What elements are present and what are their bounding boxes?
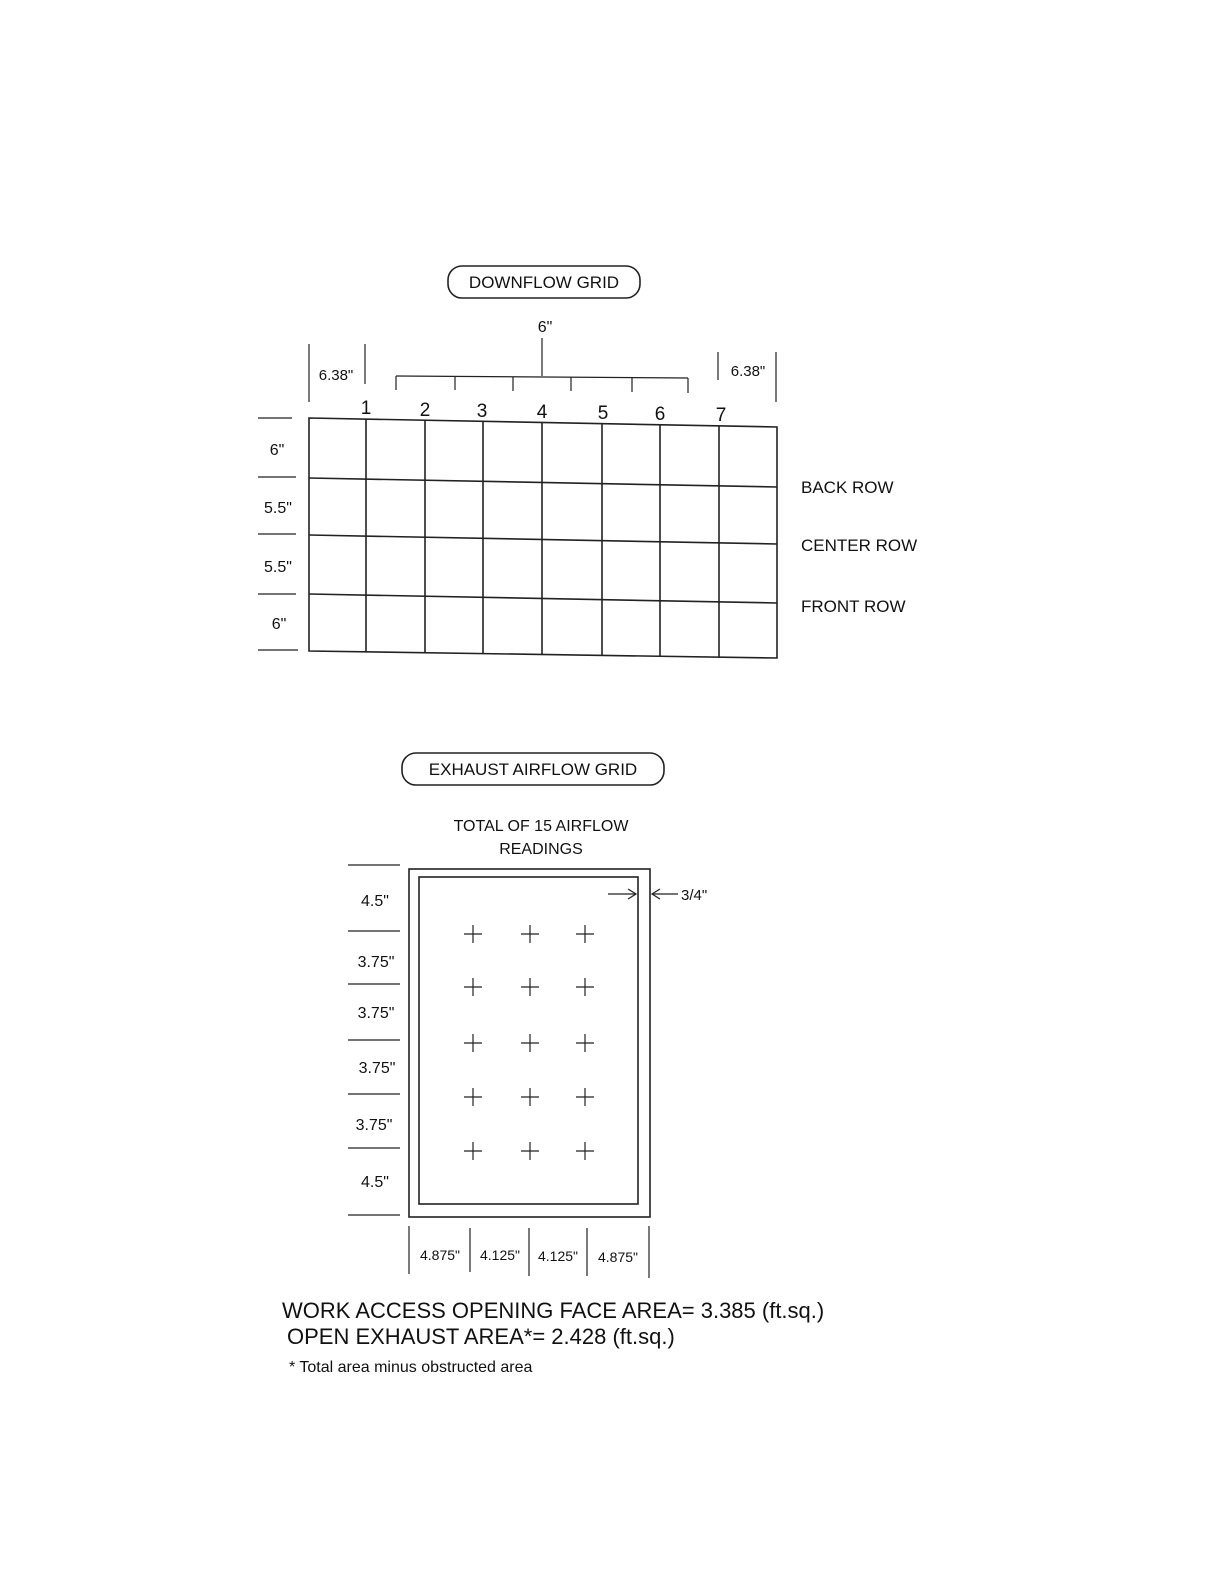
spacing-bracket [396,376,688,393]
row-height-label: 6" [271,616,287,633]
row-spacing-label: 3.75" [357,1005,395,1022]
exhaust-column-dimensions [409,1226,649,1278]
reading-point-cross [464,978,482,996]
exhaust-subtitle-line2: READINGS [499,841,583,858]
exhaust-subtitle-line1: TOTAL OF 15 AIRFLOW [453,818,629,835]
row-spacing-label: 3.75" [355,1117,393,1134]
left-margin-label: 6.38" [318,367,354,384]
downflow-section [258,266,917,658]
row-height-dimensions [258,418,298,650]
right-margin-dimension [718,352,776,402]
footnote: * Total area minus obstructed area [289,1359,533,1376]
column-number: 3 [476,401,488,422]
reading-point-cross [521,1088,539,1106]
footer [282,1298,824,1376]
downflow-grid [309,418,777,658]
reading-point-cross [521,1142,539,1160]
row-height-label: 5.5" [264,500,292,517]
reading-point-cross [521,925,539,943]
reading-point-cross [464,1088,482,1106]
reading-point-cross [521,978,539,996]
reading-point-cross [576,978,594,996]
col-spacing-label: 4.125" [537,1248,579,1264]
col-spacing-label: 4.125" [479,1247,521,1263]
reading-point-cross [576,1142,594,1160]
right-margin-label: 6.38" [730,363,766,380]
row-height-label: 6" [269,442,285,459]
inset-label: 3/4" [681,887,708,904]
row-label-back: BACK ROW [801,478,894,497]
exhaust-title: EXHAUST AIRFLOW GRID [428,760,638,779]
column-number: 2 [419,400,431,421]
column-number: 5 [597,403,609,424]
inset-callout [608,887,707,904]
grid-row-line [309,594,777,603]
reading-point-cross [521,1034,539,1052]
row-height-label: 5.5" [264,559,292,576]
column-number: 1 [360,398,372,419]
exhaust-area-line: OPEN EXHAUST AREA*= 2.428 (ft.sq.) [287,1324,675,1349]
exhaust-inner-frame [419,877,638,1204]
grid-outline [309,418,777,658]
face-area-line: WORK ACCESS OPENING FACE AREA= 3.385 (ft.sq.) [282,1298,825,1323]
reading-point-cross [576,1034,594,1052]
downflow-title: DOWNFLOW GRID [468,273,620,292]
row-spacing-label: 3.75" [357,954,395,971]
column-number: 7 [715,405,727,426]
reading-points [464,925,594,1160]
left-margin-dimension [309,344,365,402]
column-number: 4 [536,402,548,423]
reading-point-cross [464,925,482,943]
column-number: 6 [654,404,666,425]
row-label-front: FRONT ROW [801,597,906,616]
col-spacing-label: 4.875" [597,1249,639,1265]
reading-point-cross [464,1034,482,1052]
grid-row-line [309,478,777,487]
col-spacing-label: 4.875" [419,1247,461,1263]
exhaust-row-dimensions [348,865,400,1215]
reading-point-cross [464,1142,482,1160]
row-label-center: CENTER ROW [801,536,918,555]
row-spacing-label: 3.75" [358,1060,396,1077]
reading-point-cross [576,1088,594,1106]
row-spacing-label: 4.5" [361,893,389,910]
reading-point-cross [576,925,594,943]
downflow-top-spacing: 6" [537,319,553,336]
exhaust-section [348,753,707,1278]
row-spacing-label: 4.5" [361,1174,389,1191]
grid-row-line [309,535,777,544]
